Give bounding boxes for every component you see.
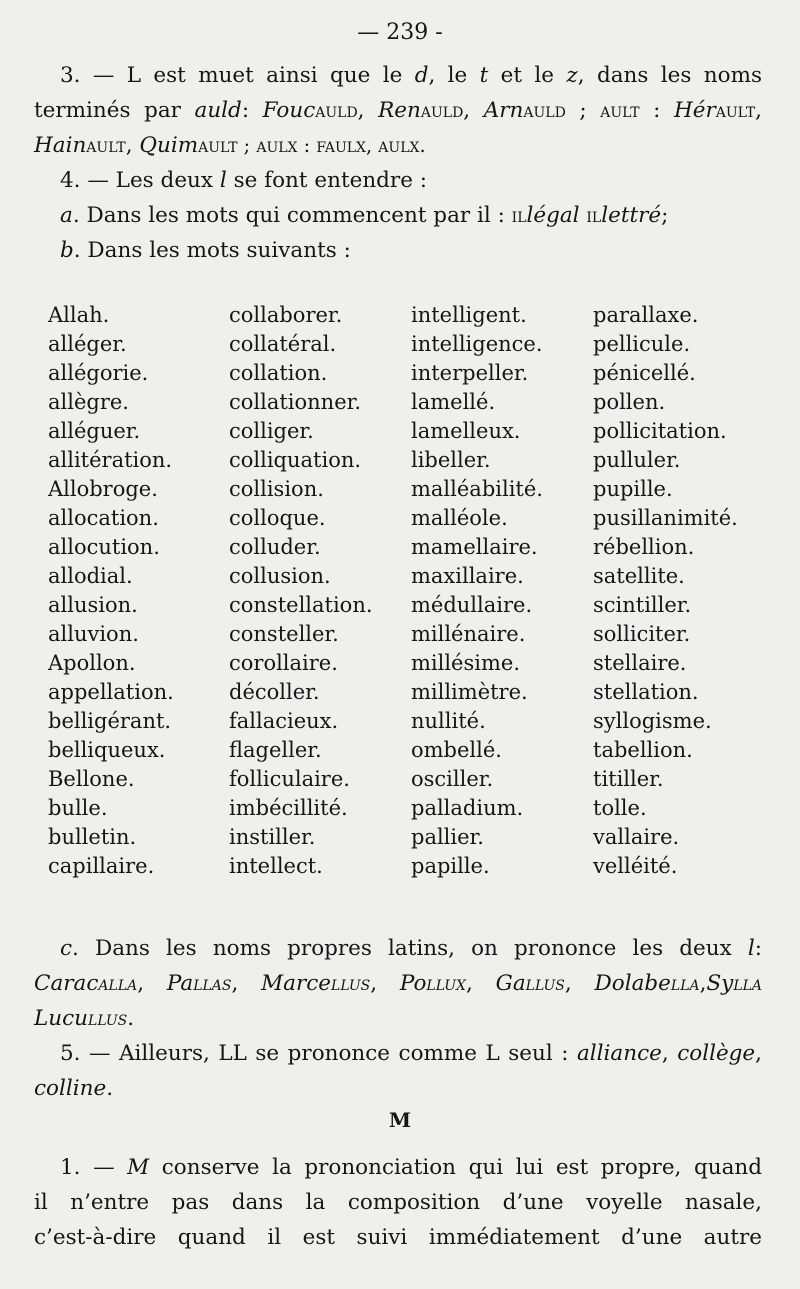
latin-name-separator: , (466, 971, 496, 996)
rule-5-line-2: colline. (34, 1076, 114, 1101)
word-list-item: collation. (229, 361, 328, 385)
latin-name-part-a: Ga (495, 971, 526, 996)
latin-name-part-b: lla (733, 972, 763, 995)
latin-name-part-b: alla (98, 972, 138, 995)
word-list-item: nullité. (411, 709, 486, 733)
latin-name-separator: , (564, 971, 595, 996)
page-number: — 239 - (357, 20, 443, 45)
word-list-item: papille. (411, 854, 490, 878)
word-list-item: scintiller. (593, 593, 692, 617)
m-rule-1-line-3: c’est-à-dire quand il est suivi immédiatement d’une autre (34, 1225, 762, 1250)
word-list-item: vallaire. (593, 825, 680, 849)
word-list-item: allègre. (48, 390, 129, 414)
rule-4a: a. Dans les mots qui commencent par il : illégal illettré; (60, 203, 669, 228)
word-list-item: libeller. (411, 448, 491, 472)
word-list-item: bulletin. (48, 825, 137, 849)
rule-4c-line-1: c. Dans les noms propres latins, on prononce les deux l: (60, 936, 762, 961)
word-list-item: intelligent. (411, 303, 527, 327)
latin-name-separator: , (231, 971, 262, 996)
word-list-item: colliquation. (229, 448, 362, 472)
word-list-item: lamellé. (411, 390, 496, 414)
word-list-item: imbécillité. (229, 796, 348, 820)
word-list-item: allusion. (48, 593, 138, 617)
word-list-item: millénaire. (411, 622, 526, 646)
word-list-item: intelligence. (411, 332, 543, 356)
latin-name-part-b: llus (525, 972, 565, 995)
rule-4c-names (34, 966, 762, 1001)
word-list-item: appellation. (48, 680, 174, 704)
word-list-item: pusillanimité. (593, 506, 738, 530)
word-list-item: malléole. (411, 506, 508, 530)
m-rule-1-line-2: il n’entre pas dans la composition d’une voyelle nasale, (34, 1190, 762, 1215)
word-list-item: collatéral. (229, 332, 337, 356)
latin-name-part-b: llas (193, 972, 232, 995)
rule-4c-line-3: Lucullus. (34, 1006, 135, 1031)
word-list-item: tolle. (593, 796, 647, 820)
word-list-item: collaborer. (229, 303, 343, 327)
latin-name-part-a: Sy (706, 971, 734, 996)
word-list-item: collision. (229, 477, 324, 501)
word-list-item: allégorie. (48, 361, 149, 385)
word-list-item: alluvion. (48, 622, 139, 646)
word-list-item: Allah. (48, 303, 110, 327)
word-list-item: allocation. (48, 506, 159, 530)
word-list-item: bulle. (48, 796, 108, 820)
word-list-item: constellation. (229, 593, 373, 617)
word-list-item: intellect. (229, 854, 323, 878)
word-list-item: collusion. (229, 564, 331, 588)
word-list-item: alléguer. (48, 419, 141, 443)
word-list-item: mamellaire. (411, 535, 538, 559)
word-list-item: pulluler. (593, 448, 681, 472)
latin-name-part-b: llux (426, 972, 467, 995)
word-list-item: pollicitation. (593, 419, 727, 443)
rule-3-line-2: terminés par auld: Foucauld, Renauld, Arnauld ; ault : Hérault, (34, 98, 763, 123)
word-list-item: Bellone. (48, 767, 135, 791)
latin-name-part-b: lla (670, 972, 700, 995)
word-list-item: interpeller. (411, 361, 529, 385)
rule-4-intro: 4. — Les deux l se font entendre : (60, 168, 428, 193)
word-list-item: pallier. (411, 825, 484, 849)
word-list-item: Apollon. (48, 651, 136, 675)
word-list-item: malléabilité. (411, 477, 543, 501)
section-heading-m: M (388, 1108, 412, 1132)
word-list-item: ombellé. (411, 738, 502, 762)
latin-name-part-a: Carac (34, 971, 99, 996)
word-list-item: palladium. (411, 796, 524, 820)
word-list-item: alléger. (48, 332, 127, 356)
word-list-item: velléité. (593, 854, 678, 878)
word-list-item: médullaire. (411, 593, 533, 617)
word-list-item: colliger. (229, 419, 314, 443)
word-list-item: millésime. (411, 651, 520, 675)
word-list-item: titiller. (593, 767, 664, 791)
word-list-item: Allobroge. (48, 477, 158, 501)
latin-name-part-a: Pa (166, 971, 194, 996)
word-list-item: capillaire. (48, 854, 155, 878)
word-list-item: osciller. (411, 767, 494, 791)
latin-name-separator: , (699, 971, 707, 996)
word-list-item: instiller. (229, 825, 316, 849)
word-list-item: colloque. (229, 506, 326, 530)
word-list-item: pellicule. (593, 332, 691, 356)
word-list-item: flageller. (229, 738, 322, 762)
word-list-item: solliciter. (593, 622, 691, 646)
word-list-item: stellation. (593, 680, 699, 704)
latin-name-separator: , (370, 971, 400, 996)
word-list-item: fallacieux. (229, 709, 339, 733)
word-list-item: allitération. (48, 448, 173, 472)
word-list-item: rébellion. (593, 535, 695, 559)
latin-name-part-b: llus (331, 972, 371, 995)
m-rule-1-line-1: 1. — M conserve la prononciation qui lui est propre, quand (60, 1155, 762, 1180)
latin-name-separator: , (137, 971, 167, 996)
word-list-item: syllogisme. (593, 709, 712, 733)
word-list-item: pollen. (593, 390, 666, 414)
word-list-item: consteller. (229, 622, 339, 646)
word-list-item: tabellion. (593, 738, 693, 762)
word-list-item: belliqueux. (48, 738, 166, 762)
word-list-item: allodial. (48, 564, 133, 588)
latin-name-part-a: Dolabe (594, 971, 671, 996)
word-list-item: collationner. (229, 390, 362, 414)
latin-name-part-a: Marce (261, 971, 332, 996)
rule-4b: b. Dans les mots suivants : (60, 238, 351, 263)
rule-3-line-1: 3. — L est muet ainsi que le d, le t et le z, dans les noms (60, 63, 763, 88)
latin-name-part-a: Po (399, 971, 427, 996)
word-list (48, 301, 768, 881)
rule-3-line-3: Hainault, Quimault ; aulx : faulx, aulx. (34, 133, 426, 158)
word-list-item: corollaire. (229, 651, 338, 675)
word-list-item: belligérant. (48, 709, 172, 733)
rule-5-line-1: 5. — Ailleurs, LL se prononce comme L seul : alliance, collège, (60, 1041, 762, 1066)
word-list-item: lamelleux. (411, 419, 521, 443)
word-list-item: satellite. (593, 564, 685, 588)
word-list-item: allocution. (48, 535, 160, 559)
word-list-item: pupille. (593, 477, 673, 501)
word-list-item: folliculaire. (229, 767, 350, 791)
word-list-item: colluder. (229, 535, 321, 559)
word-list-item: maxillaire. (411, 564, 524, 588)
word-list-item: millimètre. (411, 680, 528, 704)
word-list-item: décoller. (229, 680, 320, 704)
word-list-item: stellaire. (593, 651, 687, 675)
word-list-item: pénicellé. (593, 361, 696, 385)
word-list-item: parallaxe. (593, 303, 699, 327)
